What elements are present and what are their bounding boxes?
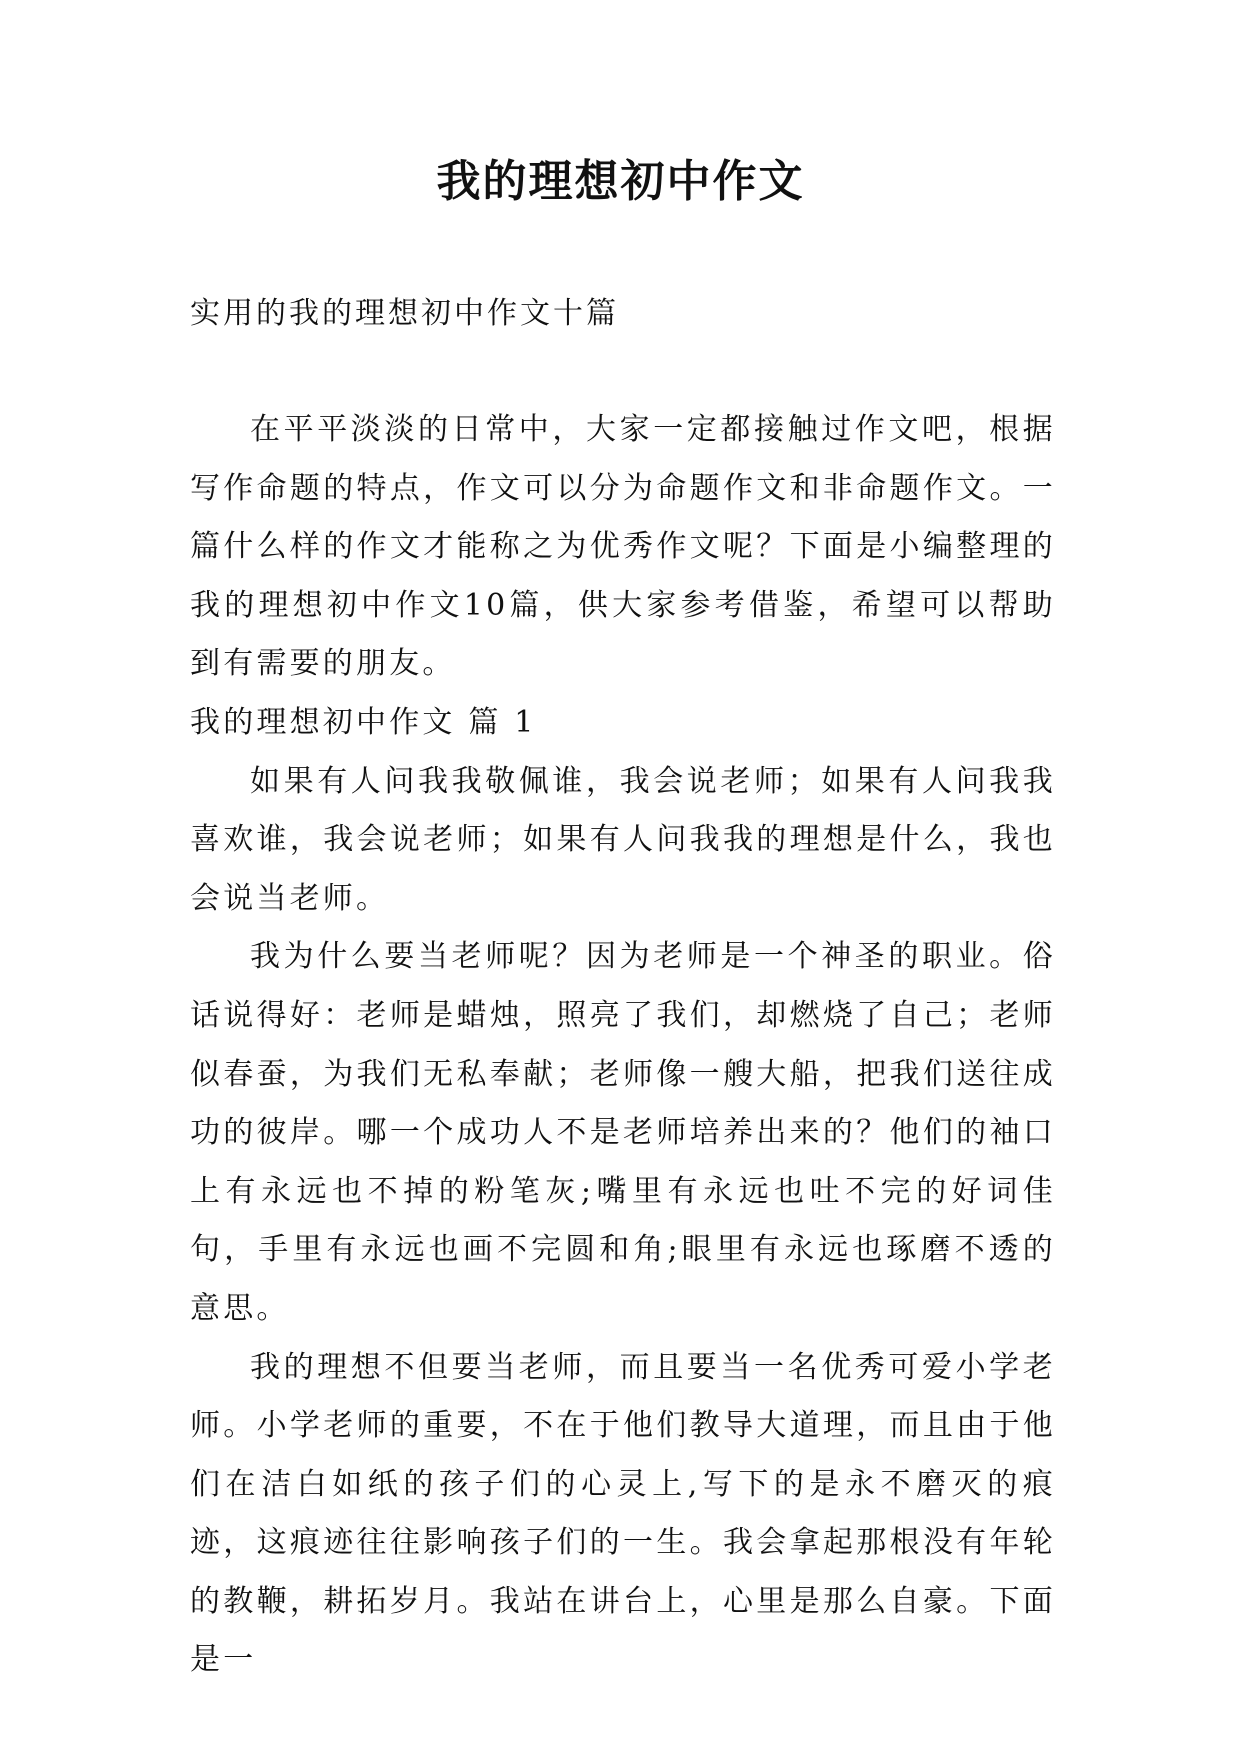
document-subtitle: 实用的我的理想初中作文十篇 [190, 296, 619, 331]
intro-paragraph: 在平平淡淡的日常中，大家一定都接触过作文吧，根据写作命题的特点，作文可以分为命题作文和非命题作文。一篇什么样的作文才能称之为优秀作文呢？下面是小编整理的我的理想初中作文10篇，供大家参考借鉴，希望可以帮助到有需要的朋友。 [190, 412, 1056, 682]
body-paragraph-3: 我的理想不但要当老师，而且要当一名优秀可爱小学老师。小学老师的重要，不在于他们教导大道理，而且由于他们在洁白如纸的孩子们的心灵上,写下的是永不磨灭的痕迹，这痕迹往往影响孩子们的一生。我会拿起那根没有年轮的教鞭，耕拓岁月。我站在讲台上，心里是那么自豪。下面是一 [190, 1349, 1056, 1678]
section-heading: 我的理想初中作文 篇 1 [190, 704, 537, 740]
document-body [190, 401, 1056, 1690]
body-paragraph-2: 我为什么要当老师呢？因为老师是一个神圣的职业。俗话说得好：老师是蜡烛，照亮了我们，却燃烧了自己；老师似春蚕，为我们无私奉献；老师像一艘大船，把我们送往成功的彼岸。哪一个成功人不是老师培养出来的？他们的袖口上有永远也不掉的粉笔灰;嘴里有永远也吐不完的好词佳句，手里有永远也画不完圆和角;眼里有永远也琢磨不透的意思。 [190, 939, 1056, 1326]
document-title: 我的理想初中作文 [436, 156, 805, 207]
body-paragraph-1: 如果有人问我我敬佩谁，我会说老师；如果有人问我我喜欢谁，我会说老师；如果有人问我我的理想是什么，我也会说当老师。 [190, 763, 1056, 916]
